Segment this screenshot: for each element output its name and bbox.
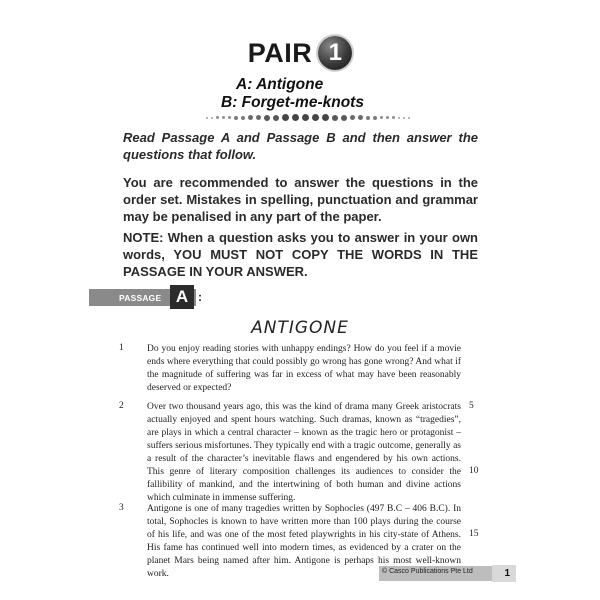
instruction-note: NOTE: When a question asks you to answer in your own words, YOU MUST NOT COPY THE WORDS IN THE PASSAGE IN YOUR ANSWER. [123,230,478,279]
pair-word: PAIR [247,37,313,68]
divider-dot [282,114,289,121]
divider-dot [241,116,245,120]
line-number: 10 [469,466,479,476]
divider-dot [206,117,208,119]
paragraph-text: Over two thousand years ago, this was the kind of drama many Greek aristocrats actually enjoyed and spent hours watching. Such dramas, known as “tragedies”, are plays in which a central character – known as the tragic hero or protagonist – suffers serious misfortunes. They typically end with a tragic outcome, generally as a result of the character’s inevitable flaws and engendered by his own actions. This genre of literary composition challenges its audiences to consider the fallibility of mankind, and the intertwining of both human and divine actions which culminate in immense suffering. [147,402,461,503]
divider-dot [228,116,231,119]
divider-dot [292,114,299,121]
divider-dot [398,117,400,119]
passage-colon: : [198,290,202,304]
divider-dot [302,114,309,121]
divider-dot [392,116,395,119]
divider-dot [408,117,410,119]
divider-dot [403,117,405,119]
divider-dot [248,115,253,120]
line-number: 5 [469,401,474,411]
divider-dot [256,115,261,120]
divider-dot [332,115,338,121]
divider-dot [373,116,377,120]
paragraph-number: 2 [119,401,124,411]
divider-dot [386,116,389,119]
paragraph-text: Antigone is one of many tragedies written by Sophocles (497 B.C – 406 B.C). In total, Sophocles is known to have written more than 100 plays during the course of his life, and was one of the most feted playwrights in his city-state of Athens. His fame has continued well into modern times, as evidenced by a crater on the planet Mars being named after him. Antigone is perhaps his most well-known work. [147,504,461,579]
paragraph-number: 1 [119,343,124,353]
instruction-order: You are recommended to answer the questions in the order set. Mistakes in spelling, punctuation and grammar may be penalised in any part of the paper. [123,175,478,224]
divider-dot [350,115,355,120]
subtitle-b: B: Forget-me-knots [221,94,364,111]
passage-label: PASSAGE [119,292,162,303]
paragraph-text: Do you enjoy reading stories with unhappy endings? How do you feel if a movie ends where everything that could possibly go wrong has gone wrong? And what if the magnitude of suffering was far in excess of what may have been reasonably deserved or expected? [147,344,461,393]
divider-dot [264,115,270,121]
divider-dot [312,114,319,121]
divider-dot [366,116,370,120]
divider-dot [211,117,213,119]
divider-dot [380,116,383,119]
pair-number-badge: 1 [318,36,352,70]
divider-dot [234,116,238,120]
passage-letter-badge: A [170,285,194,309]
divider-dot [358,115,363,120]
page-number: 1 [504,568,510,579]
divider-dot [341,115,347,121]
instruction-read: Read Passage A and Passage B and then answer the questions that follow. [123,130,478,162]
passage-title: ANTIGONE [251,318,349,338]
line-number: 15 [469,529,479,539]
pair-heading [0,36,600,70]
divider-dot [222,116,225,119]
subtitle-a: A: Antigone [236,76,324,93]
footer-copyright: © Casco Publications Pte Ltd [382,568,473,575]
divider-dot [216,116,219,119]
divider-dot [273,115,279,121]
divider-dot [322,114,329,121]
dots-divider-icon [206,114,410,121]
paragraph-number: 3 [119,503,124,513]
